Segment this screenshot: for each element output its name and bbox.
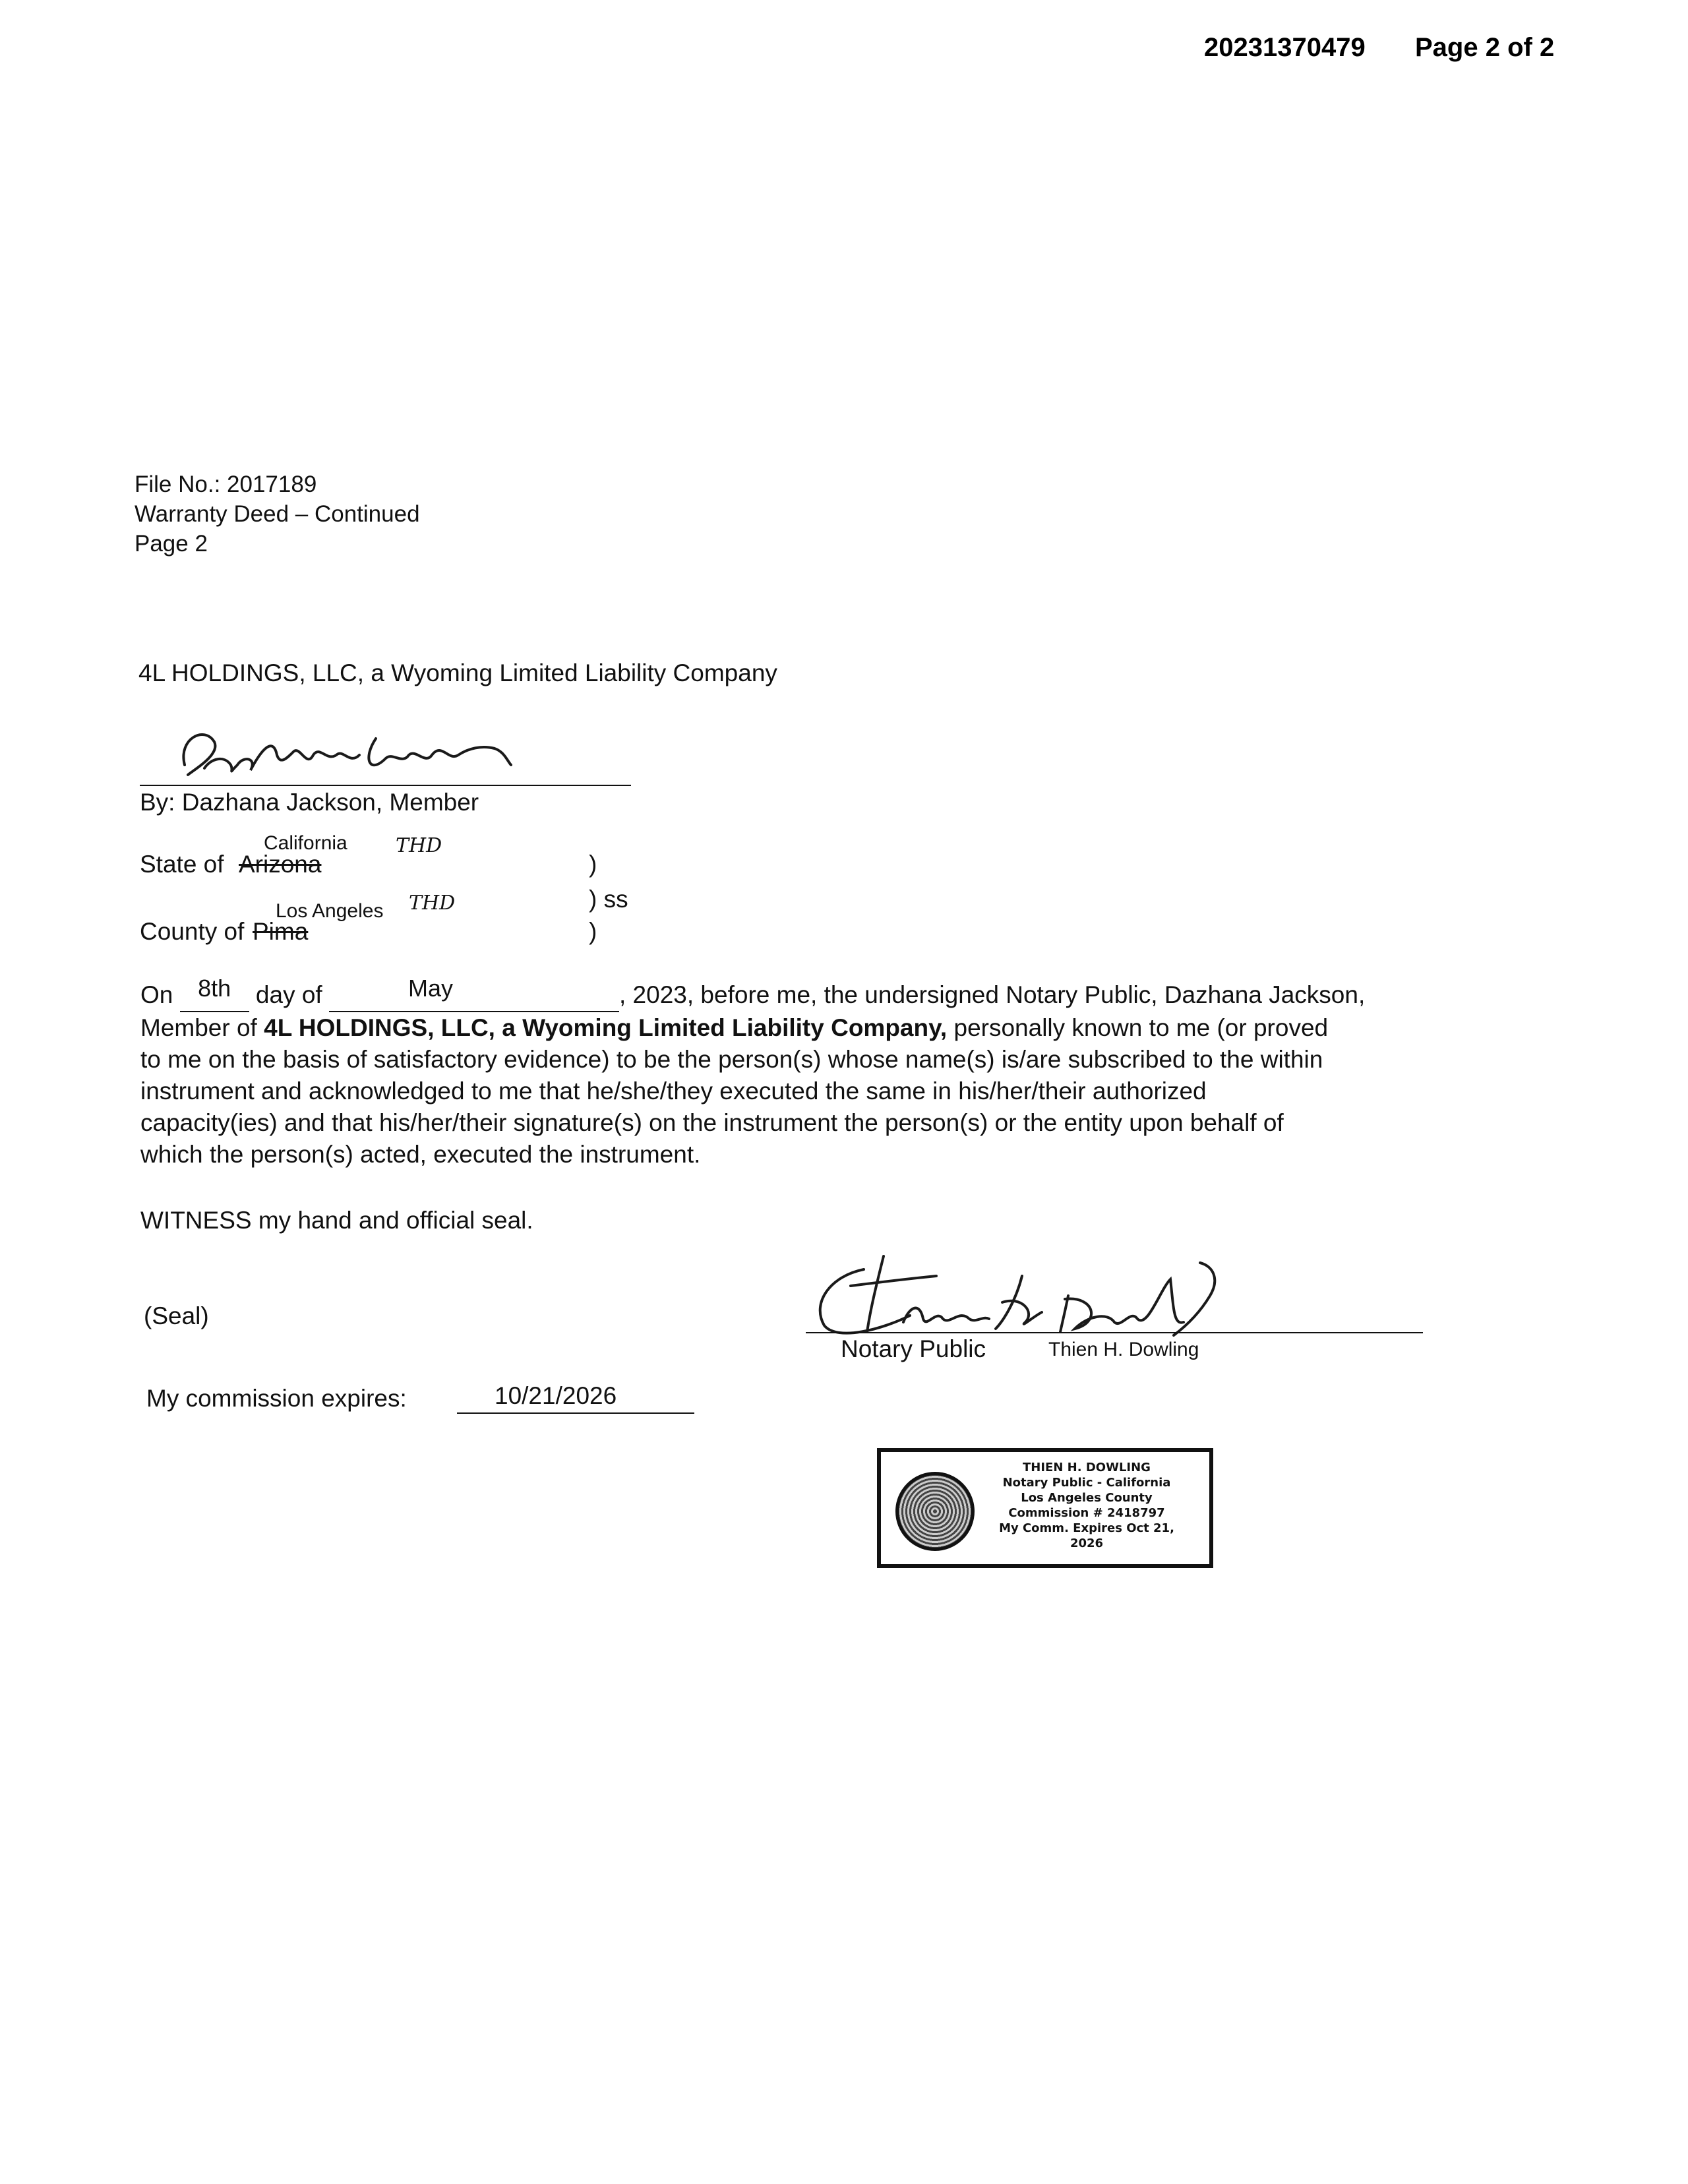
county-label: County of bbox=[140, 918, 245, 945]
stamp-line-2: Notary Public - California bbox=[1002, 1476, 1171, 1490]
acknowledgment-paragraph bbox=[140, 975, 1558, 1170]
notary-stamp-text bbox=[981, 1460, 1192, 1551]
month-blank bbox=[329, 975, 619, 1012]
day-value: 8th bbox=[198, 975, 231, 1002]
ack-line-1 bbox=[140, 975, 1558, 1012]
grantor-signature-line bbox=[140, 785, 631, 786]
venue-paren-3: ) bbox=[589, 918, 597, 945]
recording-number: 20231370479 bbox=[1204, 33, 1366, 62]
ack-line-5: capacity(ies) and that his/her/their signature(s) on the instrument the person(s) or the entity upon behalf of bbox=[140, 1109, 1284, 1136]
commission-date: 10/21/2026 bbox=[495, 1382, 617, 1409]
ack-day-of: day of bbox=[255, 981, 322, 1008]
state-initials: THD bbox=[396, 834, 442, 857]
state-struck: Arizona bbox=[239, 851, 322, 878]
venue-paren-1: ) bbox=[589, 851, 597, 878]
seal-label: (Seal) bbox=[144, 1302, 209, 1329]
ack-line-3: to me on the basis of satisfactory evidence) to be the person(s) whose name(s) is/are subscribed to the within bbox=[140, 1046, 1323, 1073]
grantor-entity: 4L HOLDINGS, LLC, a Wyoming Limited Liability Company bbox=[138, 659, 777, 686]
county-written: Los Angeles bbox=[276, 900, 384, 922]
grantor-signature bbox=[165, 719, 534, 791]
state-seal-emblem bbox=[895, 1472, 975, 1551]
grantor-by-line: By: Dazhana Jackson, Member bbox=[140, 789, 479, 816]
commission-label: My commission expires: bbox=[146, 1385, 407, 1412]
notary-signature-line bbox=[806, 1332, 1423, 1333]
page-label: Page 2 of 2 bbox=[1415, 33, 1555, 62]
notary-name: Thien H. Dowling bbox=[1048, 1339, 1199, 1360]
ack-line-2-post: personally known to me (or proved bbox=[947, 1014, 1329, 1041]
ack-entity-bold: 4L HOLDINGS, LLC, a Wyoming Limited Liability Company, bbox=[264, 1014, 948, 1041]
witness-statement: WITNESS my hand and official seal. bbox=[140, 1207, 533, 1234]
notary-title: Notary Public bbox=[841, 1335, 986, 1362]
month-value: May bbox=[408, 975, 454, 1002]
ack-on: On bbox=[140, 981, 173, 1008]
stamp-line-3: Los Angeles County bbox=[1021, 1491, 1153, 1505]
county-struck: Pima bbox=[253, 918, 309, 945]
stamp-line-1: THIEN H. DOWLING bbox=[1023, 1461, 1151, 1474]
notary-stamp bbox=[877, 1448, 1213, 1568]
ack-line-1-rest: , 2023, before me, the undersigned Notary Public, Dazhana Jackson, bbox=[619, 981, 1366, 1008]
ack-line-4: instrument and acknowledged to me that he/she/they executed the same in his/her/their authorized bbox=[140, 1077, 1207, 1105]
stamp-line-4: Commission # 2418797 bbox=[1008, 1506, 1165, 1520]
document-title: Warranty Deed – Continued bbox=[135, 501, 420, 527]
stamp-line-5: My Comm. Expires Oct 21, 2026 bbox=[999, 1521, 1174, 1550]
notary-signature bbox=[804, 1250, 1253, 1349]
document-page-number: Page 2 bbox=[135, 531, 208, 557]
ack-line-2 bbox=[140, 1012, 1558, 1044]
day-blank bbox=[180, 975, 249, 1012]
ack-line-6: which the person(s) acted, executed the instrument. bbox=[140, 1141, 701, 1168]
state-label: State of bbox=[140, 851, 224, 878]
venue-paren-ss: ) ss bbox=[589, 886, 628, 913]
commission-line bbox=[457, 1412, 694, 1414]
state-written: California bbox=[264, 832, 347, 854]
ack-line-2-pre: Member of bbox=[140, 1014, 264, 1041]
county-initials: THD bbox=[409, 892, 456, 915]
file-number: File No.: 2017189 bbox=[135, 471, 317, 497]
